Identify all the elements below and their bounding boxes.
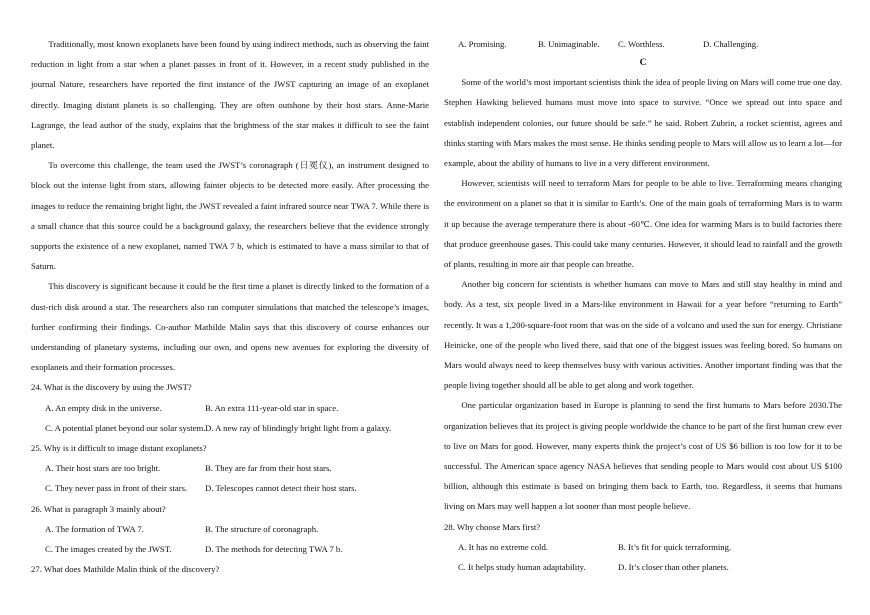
question-24-option-a[interactable]: A. An empty disk in the universe. bbox=[45, 402, 162, 413]
passage-c-paragraph-2: However, scientists will need to terraform Mars for people to be able to live. Terraforming means changing the environment on a planet so that it is similar to Earth’s. One of the main goals of terraforming Mars is to warm it up because the average temperature there is about -60℃. One idea for warming Mars is to build factories there that produce greenhouse gases. This could take many centuries. However, it should lead to rainfall and the growth of plants, resulting in more air that people can breathe. bbox=[444, 178, 842, 270]
question-28-option-b[interactable]: B. It’s fit for quick terraforming. bbox=[618, 541, 732, 552]
left-column bbox=[31, 34, 429, 579]
question-25-options-row-1 bbox=[31, 458, 429, 478]
question-28-options-row-1 bbox=[444, 537, 842, 557]
question-25-option-b[interactable]: B. They are far from their host stars. bbox=[205, 463, 332, 474]
question-27 bbox=[31, 559, 429, 579]
question-24-option-c[interactable]: C. A potential planet beyond our solar system. bbox=[45, 422, 206, 433]
question-24 bbox=[31, 377, 429, 438]
question-24-option-d[interactable]: D. A new ray of blindingly bright light from a galaxy. bbox=[205, 422, 392, 433]
question-25-option-c[interactable]: C. They never pass in front of their stars. bbox=[45, 483, 188, 494]
question-27-option-a[interactable]: A. Promising. bbox=[458, 39, 507, 49]
question-26-option-c[interactable]: C. The images created by the JWST. bbox=[45, 544, 172, 555]
question-28-option-d[interactable]: D. It’s closer than other planets. bbox=[618, 562, 729, 573]
passage-b-paragraph-2: To overcome this challenge, the team used the JWST’s coronagraph (日冕仪), an instrument designed to block out the intense light from stars, allowing fainter objects to be detected more easily. After processing the images to reduce the remaining bright light, the JWST revealed a faint infrared source near TWA 7. While there is a small chance that this source could be a background galaxy, the researchers believe that the evidence strongly supports the existence of a new exoplanet, named TWA 7 b, which is estimated to have a mass similar to that of Saturn. bbox=[31, 160, 429, 272]
passage-b-paragraph-3: This discovery is significant because it could be the first time a planet is directly linked to the formation of a dust-rich disk around a star. The researchers also ran computer simulations that matched the telescope’s images, further confirming their findings. Co-author Mathilde Malin says that this discovery of course enhances our understanding of planetary systems, including our own, and opens new avenues for exploring the diversity of exoplanets and their formation processes. bbox=[31, 281, 429, 373]
question-24-option-b[interactable]: B. An extra 111-year-old star in space. bbox=[205, 402, 339, 413]
question-27-option-c[interactable]: C. Worthless. bbox=[618, 39, 665, 49]
question-27-options bbox=[444, 34, 842, 54]
passage-c-paragraph-1: Some of the world’s most important scientists think the idea of people living on Mars will come true one day. Stephen Hawking believed humans must move into space to survive. “Once we spread out into space and establish independent colonies, our future should be safe.” he said. Robert Zubrin, a rocket scientist, agrees and thinks starting with Mars makes the most sense. He thinks sending people to Mars will allow us to learn a lot—for example, about the ability of humans to live in a very different environment. bbox=[444, 77, 842, 169]
question-24-options-row-2 bbox=[31, 418, 429, 438]
question-25-stem: 25. Why is it difficult to image distant exoplanets? bbox=[31, 443, 207, 454]
passage-c-paragraph-4: One particular organization based in Europe is planning to send the first humans to Mars before 2030.The organization believes that its project is giving people worldwide the chance to be part of the first human crew ever to live on Mars for good. However, many experts think the project’s cost of US $6 billion is too low for it to be successful. The American space agency NASA believes that sending people to Mars would cost about US $100 billion, although this estimate is based on bringing them back to Earth, too. Regardless, it seems that humans living on Mars may well happen a lot sooner than most people believe. bbox=[444, 400, 842, 512]
section-c-heading: C bbox=[639, 58, 647, 69]
question-26-options-row-2 bbox=[31, 539, 429, 559]
question-26-option-d[interactable]: D. The methods for detecting TWA 7 b. bbox=[205, 544, 343, 555]
question-28-option-c[interactable]: C. It helps study human adaptability. bbox=[458, 562, 586, 573]
question-28-option-a[interactable]: A. It has no extreme cold. bbox=[458, 541, 548, 552]
question-26-options-row-1 bbox=[31, 519, 429, 539]
question-25 bbox=[31, 438, 429, 499]
question-27-stem: 27. What does Mathilde Malin think of the discovery? bbox=[31, 564, 220, 575]
question-28-stem: 28. Why choose Mars first? bbox=[444, 521, 541, 532]
question-25-options-row-2 bbox=[31, 478, 429, 498]
question-26 bbox=[31, 499, 429, 560]
question-26-stem: 26. What is paragraph 3 mainly about? bbox=[31, 503, 166, 514]
question-28 bbox=[444, 517, 842, 578]
passage-c-paragraph-3: Another big concern for scientists is whether humans can move to Mars and still stay healthy in mind and body. As a test, six people lived in a Mars-like environment in Hawaii for a year before “returning to Earth” recently. It was a 1,200-square-foot room that was on the side of a volcano and used the sun for energy. Christiane Heinicke, one of the people who lived there, said that one of the biggest issues was feeling bored. So humans on Mars would always need to keep themselves busy with various activities. Another important finding was that the people living together should all be able to get along and work together. bbox=[444, 279, 842, 391]
question-27-option-d[interactable]: D. Challenging. bbox=[703, 39, 759, 49]
right-column bbox=[444, 34, 842, 577]
passage-b-paragraph-1: Traditionally, most known exoplanets have been found by using indirect methods, such as observing the faint reduction in light from a star when a planet passes in front of it. However, in a recent study published in the journal Nature, researchers have reported the first instance of the JWST capturing an image of an exoplanet directly. Imaging distant planets is so challenging. They are often outshone by their host stars. Anne-Marie Lagrange, the lead author of the study, explains that the brightness of the star makes it difficult to see the faint planet. bbox=[31, 39, 429, 151]
question-25-option-d[interactable]: D. Telescopes cannot detect their host stars. bbox=[205, 483, 357, 494]
question-25-option-a[interactable]: A. Their host stars are too bright. bbox=[45, 463, 161, 474]
question-27-option-b[interactable]: B. Unimaginable. bbox=[538, 39, 600, 49]
question-26-option-a[interactable]: A. The formation of TWA 7. bbox=[45, 523, 144, 534]
question-28-options-row-2 bbox=[444, 557, 842, 577]
question-26-option-b[interactable]: B. The structure of coronagraph. bbox=[205, 523, 319, 534]
question-24-stem: 24. What is the discovery by using the JWST? bbox=[31, 382, 192, 393]
question-24-options-row-1 bbox=[31, 398, 429, 418]
